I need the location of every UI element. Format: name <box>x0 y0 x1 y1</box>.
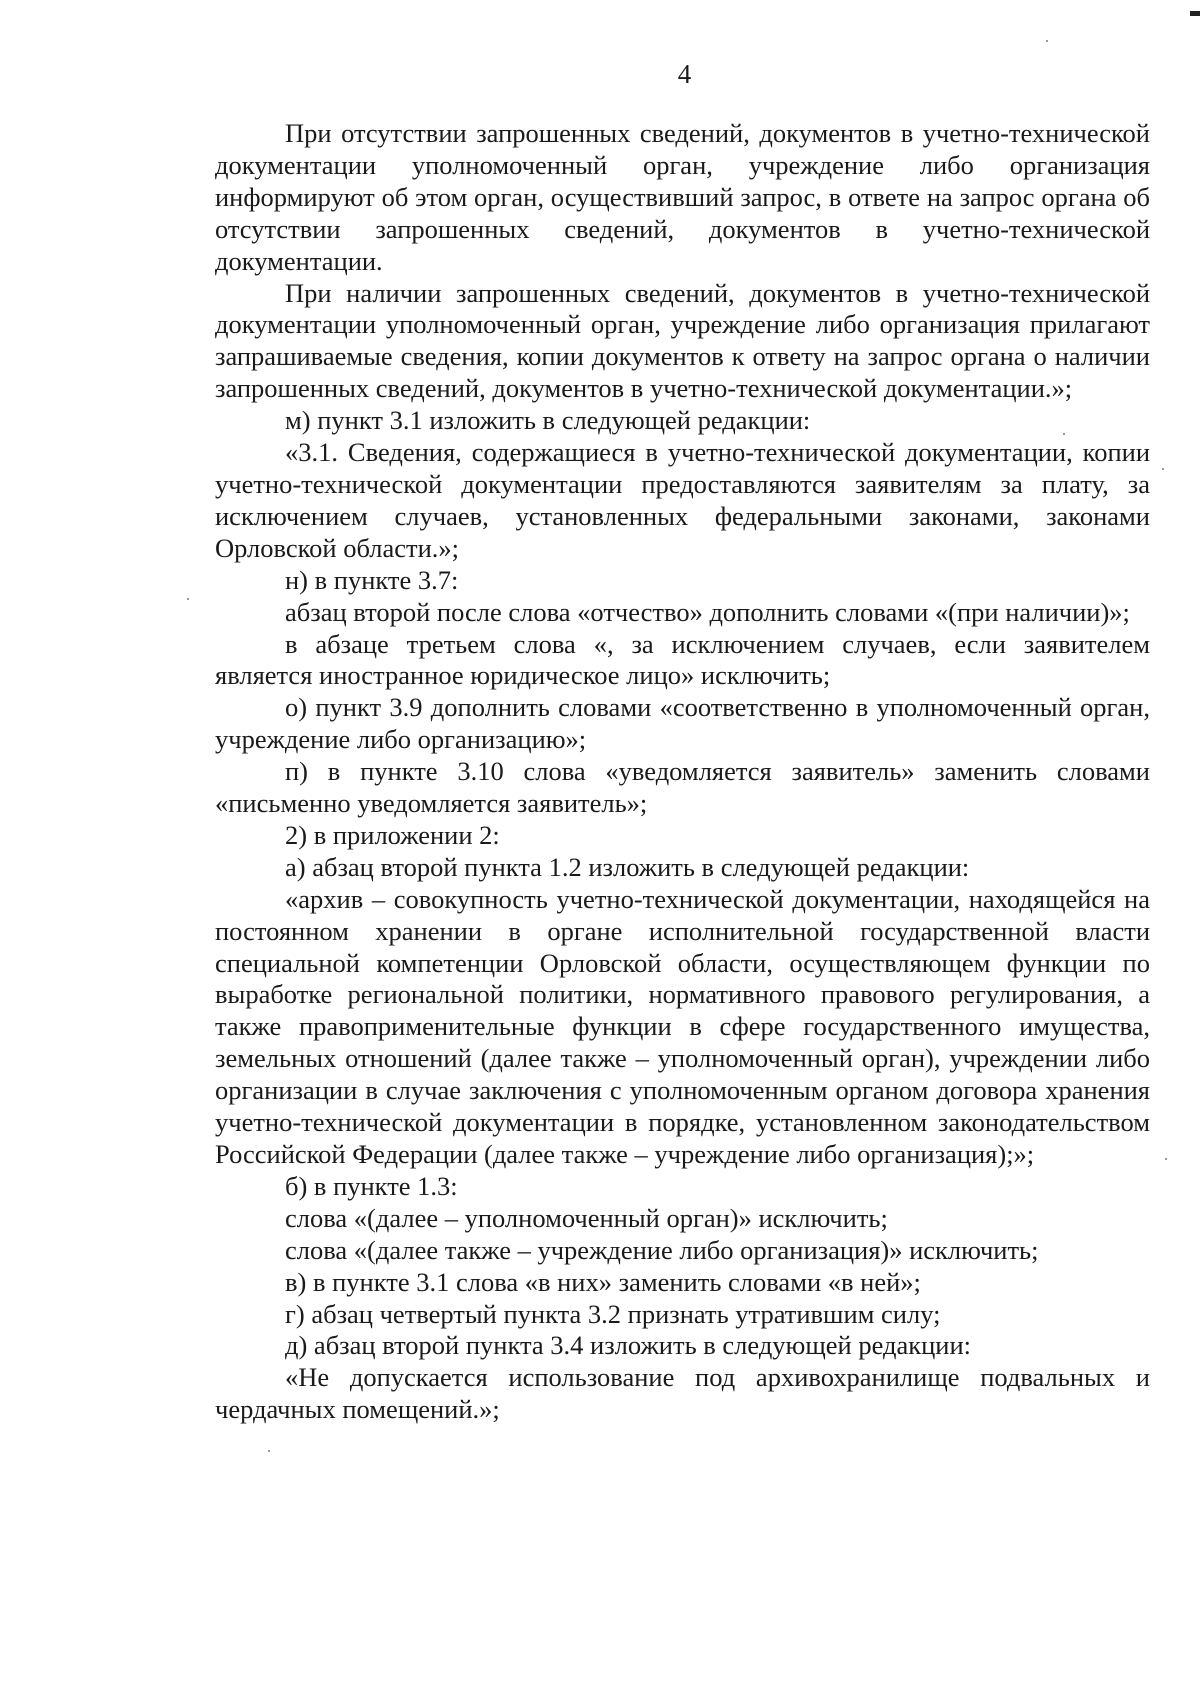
paragraph: в) в пункте 3.1 слова «в них» заменить словами «в ней»; <box>285 1266 921 1297</box>
paragraph: При отсутствии запрошенных сведений, документов в учетно-технической документации уполномоченный орган, учреждение либо организация информируют об этом орган, осуществивший запрос, в ответе на запрос органа об отсутствии запрошенных сведений, документов в учетно-технической документации. <box>215 118 1150 276</box>
paragraph: б) в пункте 1.3: <box>285 1170 458 1201</box>
scan-speck <box>268 1450 270 1452</box>
paragraph: «Не допускается использование под архивохранилище подвальных и чердачных помещений.»; <box>215 1362 1150 1425</box>
paragraph: д) абзац второй пункта 3.4 изложить в следующей редакции: <box>285 1330 972 1361</box>
scan-edge-mark <box>1190 11 1200 16</box>
paragraph: 2) в приложении 2: <box>285 819 500 850</box>
paragraph: слова «(далее – уполномоченный орган)» исключить; <box>285 1202 888 1233</box>
paragraph: «архив – совокупность учетно-технической документации, находящейся на постоянном хранении в органе исполнительной государственной власти специальной компетенции Орловской области, осуществляющем функции по выработке региональной политики, нормативного правового регулирования, а также правоприменительные функции в сфере государственного имущества, земельных отношений (далее также – уполномоченный орган), учреждении либо организации в случае заключения с уполномоченным органом договора хранения учетно-технической документации в порядке, установленном законодательством Российской Федерации (далее также – учреждение либо организация);»; <box>215 883 1150 1169</box>
page-number: 4 <box>677 59 692 89</box>
scan-speck <box>187 598 189 600</box>
document-body <box>215 118 1150 1426</box>
paragraph: При наличии запрошенных сведений, документов в учетно-технической документации уполномоченный орган, учреждение либо организация прилагают запрашиваемые сведения, копии документов к ответу на запрос органа о наличии запрошенных сведений, документов в учетно-технической документации.»; <box>215 277 1150 404</box>
paragraph: слова «(далее также – учреждение либо организация)» исключить; <box>285 1234 1039 1265</box>
paragraph: «3.1. Сведения, содержащиеся в учетно-технической документации, копии учетно-технической документации предоставляются заявителям за плату, за исключением случаев, установленных федеральными законами, законами Орловской области.»; <box>215 437 1150 563</box>
scan-speck <box>1162 468 1164 470</box>
paragraph: абзац второй после слова «отчество» дополнить словами «(при наличии)»; <box>285 596 1130 627</box>
paragraph: г) абзац четвертый пункта 3.2 признать утратившим силу; <box>285 1298 941 1329</box>
paragraph: м) пункт 3.1 изложить в следующей редакции: <box>285 405 811 436</box>
paragraph: в абзаце третьем слова «, за исключением случаев, если заявителем является иностранное юридическое лицо» исключить; <box>215 628 1150 691</box>
scan-speck <box>1046 40 1048 42</box>
paragraph: н) в пункте 3.7: <box>285 564 459 595</box>
paragraph: п) в пункте 3.10 слова «уведомляется заявитель» заменить словами «письменно уведомляется заявитель»; <box>215 756 1150 819</box>
scan-speck <box>1165 1158 1167 1160</box>
paragraph: о) пункт 3.9 дополнить словами «соответственно в уполномоченный орган, учреждение либо организацию»; <box>215 692 1150 755</box>
paragraph: а) абзац второй пункта 1.2 изложить в следующей редакции: <box>285 851 970 882</box>
